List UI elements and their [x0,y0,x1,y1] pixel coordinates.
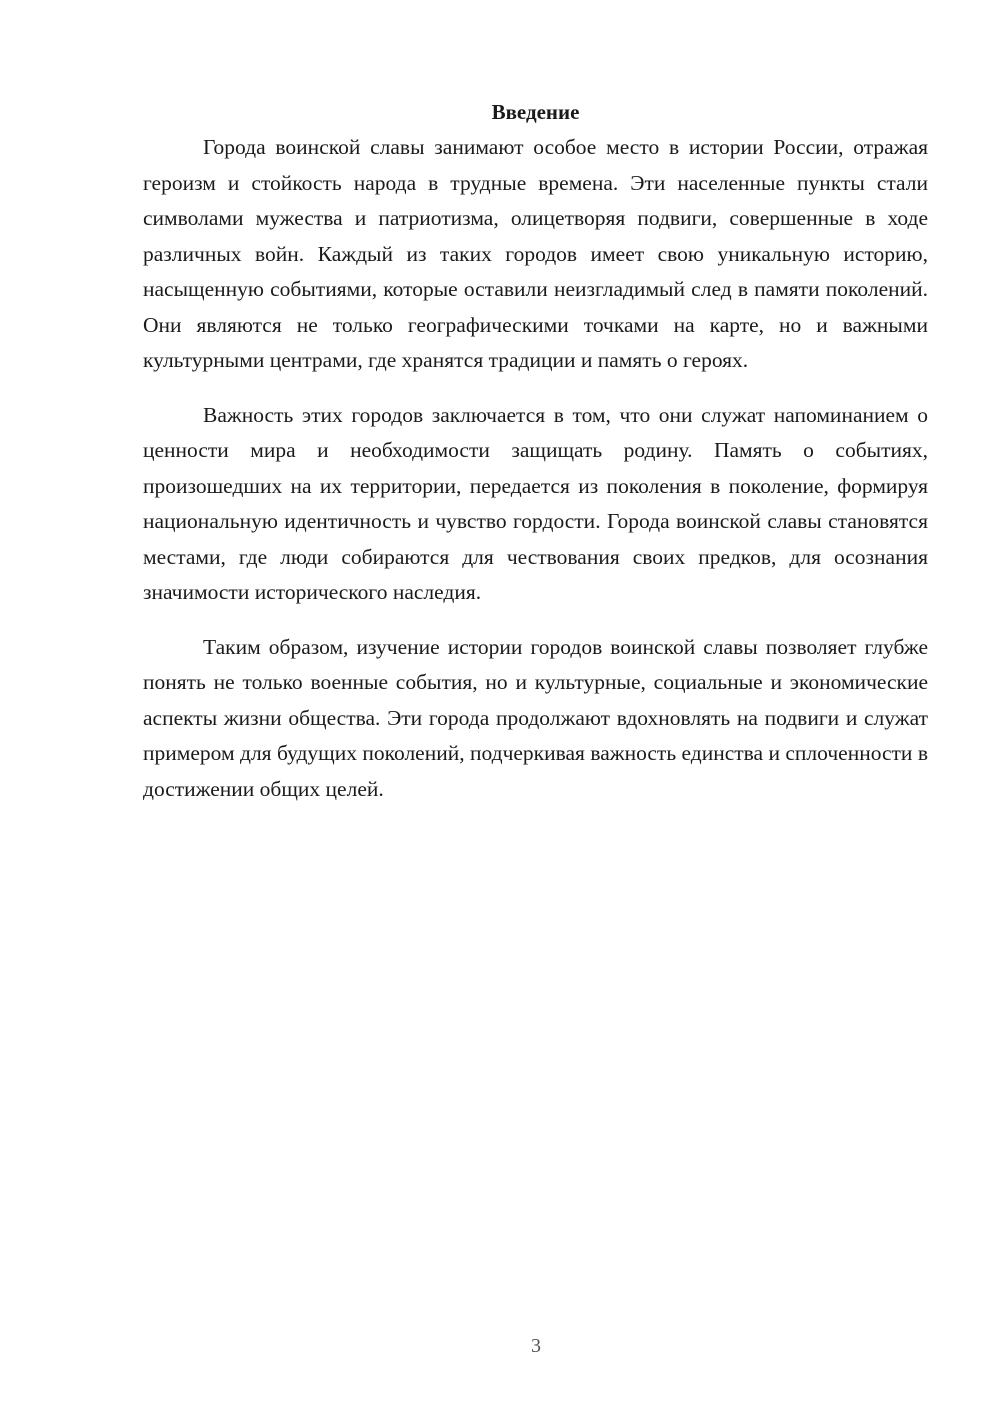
page-content [143,97,928,807]
paragraph-1: Города воинской славы занимают особое место в истории России, отражая героизм и стойкость народа в трудные времена. Эти населенные пункты стали символами мужества и патриотизма, олицетворяя подвиги, совершенные в ходе различных войн. Каждый из таких городов имеет свою уникальную историю, насыщенную событиями, которые оставили неизгладимый след в памяти поколений. Они являются не только географическими точками на карте, но и важными культурными центрами, где хранятся традиции и память о героях. [143,135,928,372]
page-number: 3 [531,1335,541,1357]
paragraph-3: Таким образом, изучение истории городов воинской славы позволяет глубже понять не только военные события, но и культурные, социальные и экономические аспекты жизни общества. Эти города продолжают вдохновлять на подвиги и служат примером для будущих поколений, подчеркивая важность единства и сплоченности в достижении общих целей. [143,634,928,801]
paragraph-2: Важность этих городов заключается в том, что они служат напоминанием о ценности мира и необходимости защищать родину. Память о событиях, произошедших на их территории, передается из поколения в поколение, формируя национальную идентичность и чувство гордости. Города воинской славы становятся местами, где люди собираются для чествования своих предков, для осознания значимости исторического наследия. [143,402,928,604]
section-heading: Введение [491,100,580,124]
